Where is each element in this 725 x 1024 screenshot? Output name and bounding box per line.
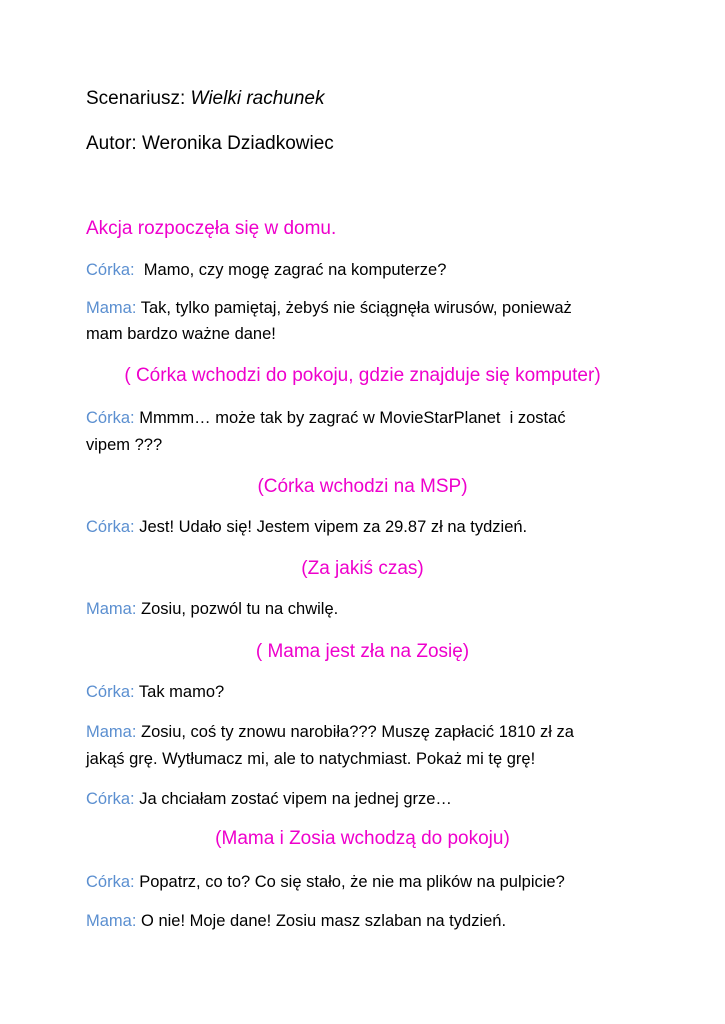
dialogue-text: Popatrz, co to? Co się stało, że nie ma plików na pulpicie? bbox=[134, 873, 565, 891]
scene-setting: Akcja rozpoczęła się w domu. bbox=[86, 218, 337, 239]
speaker: Mama: bbox=[86, 912, 137, 930]
dialogue-line bbox=[86, 790, 452, 809]
dialogue-line bbox=[86, 723, 574, 742]
stage-direction: ( Mama jest zła na Zosię) bbox=[255, 641, 470, 662]
dialogue-line bbox=[86, 409, 566, 428]
speaker: Córka: bbox=[86, 261, 135, 279]
dialogue-text: O nie! Moje dane! Zosiu masz szlaban na tydzień. bbox=[136, 912, 507, 930]
speaker: Mama: bbox=[86, 299, 137, 317]
stage-direction: (Za jakiś czas) bbox=[301, 558, 424, 579]
dialogue-line bbox=[86, 299, 572, 318]
dialogue-text: Mmmm… może tak by zagrać w MovieStarPlanet i zostać bbox=[134, 409, 566, 427]
stage-direction: (Mama i Zosia wchodzą do pokoju) bbox=[215, 828, 510, 849]
speaker: Córka: bbox=[86, 518, 135, 536]
dialogue-text: Mamo, czy mogę zagrać na komputerze? bbox=[134, 261, 447, 279]
dialogue-continuation: mam bardzo ważne dane! bbox=[86, 325, 276, 343]
dialogue-continuation: jakąś grę. Wytłumacz mi, ale to natychmiast. Pokaż mi tę grę! bbox=[86, 750, 536, 768]
speaker: Mama: bbox=[86, 600, 137, 618]
speaker: Córka: bbox=[86, 683, 135, 701]
dialogue-text: Tak mamo? bbox=[134, 683, 225, 701]
speaker: Córka: bbox=[86, 873, 135, 891]
dialogue-line bbox=[86, 518, 527, 537]
dialogue-text: Zosiu, pozwól tu na chwilę. bbox=[136, 600, 339, 618]
speaker: Mama: bbox=[86, 723, 137, 741]
stage-direction: ( Córka wchodzi do pokoju, gdzie znajduje się komputer) bbox=[124, 365, 601, 386]
dialogue-text: Ja chciałam zostać vipem na jednej grze… bbox=[134, 790, 452, 808]
dialogue-line bbox=[86, 683, 224, 702]
title-prefix: Scenariusz: bbox=[86, 88, 191, 109]
dialogue-line bbox=[86, 600, 338, 619]
stage-direction: (Córka wchodzi na MSP) bbox=[257, 476, 468, 497]
author: Autor: Weronika Dziadkowiec bbox=[86, 133, 334, 154]
dialogue-text: Zosiu, coś ty znowu narobiła??? Muszę zapłacić 1810 zł za bbox=[136, 723, 574, 741]
dialogue-text: Tak, tylko pamiętaj, żebyś nie ściągnęła wirusów, ponieważ bbox=[136, 299, 572, 317]
dialogue-continuation: vipem ??? bbox=[86, 436, 163, 454]
speaker: Córka: bbox=[86, 409, 135, 427]
dialogue-line bbox=[86, 912, 506, 931]
dialogue-line bbox=[86, 873, 565, 892]
dialogue-line bbox=[86, 261, 446, 280]
dialogue-text: Jest! Udało się! Jestem vipem za 29.87 zł na tydzień. bbox=[134, 518, 528, 536]
speaker: Córka: bbox=[86, 790, 135, 808]
title bbox=[86, 88, 324, 110]
title-italic: Wielki rachunek bbox=[190, 88, 325, 109]
